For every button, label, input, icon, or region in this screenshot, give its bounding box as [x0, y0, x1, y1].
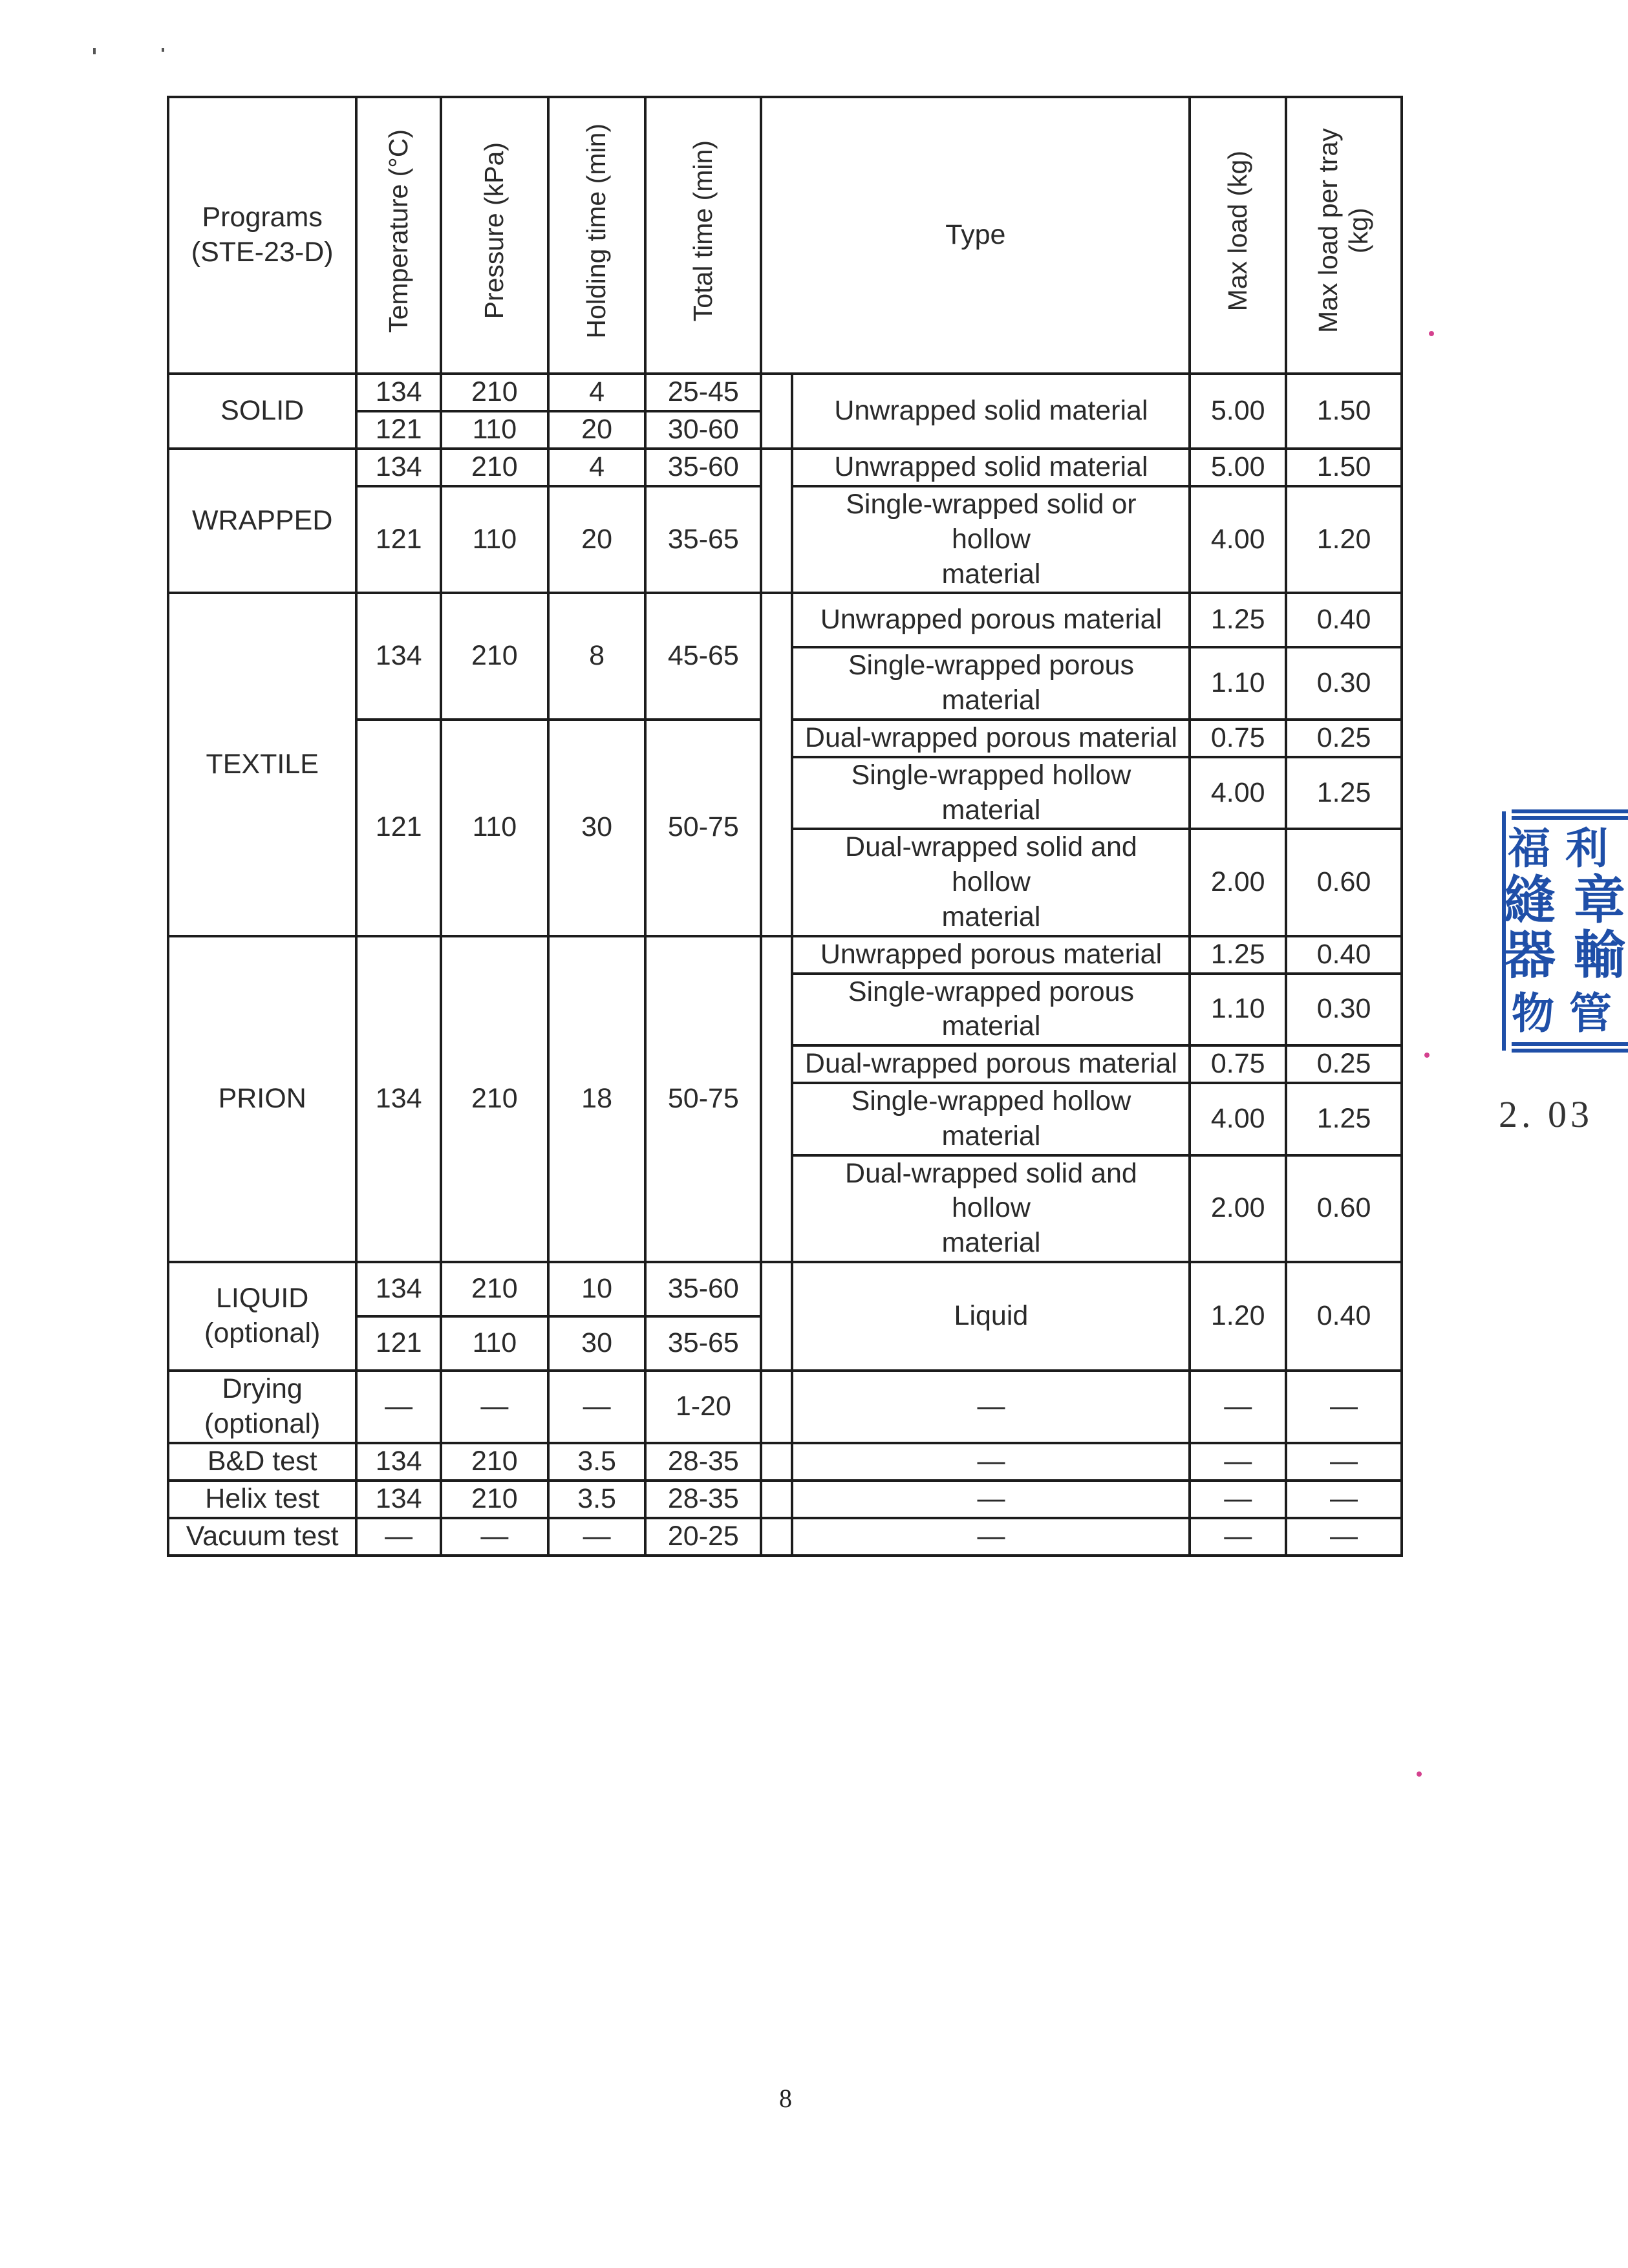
table-cell: 210: [441, 1443, 548, 1481]
seal-line-1: 福 利: [1508, 823, 1608, 873]
table-cell: 8: [548, 593, 646, 720]
type-line: Single-wrapped solid or: [846, 489, 1137, 520]
header-holding-time: [548, 97, 646, 374]
type-cell: Unwrapped solid material: [792, 449, 1190, 486]
stamp-date: 2. 03: [1499, 1093, 1593, 1135]
header-max-tray-label: [1313, 121, 1374, 341]
table-row: [168, 936, 1402, 974]
header-holding-label: Holding time (min): [581, 123, 612, 339]
type-cell: [792, 974, 1190, 1046]
spacer-cell: [761, 1262, 792, 1371]
type-cell: [792, 1155, 1190, 1262]
type-line: hollow: [951, 523, 1031, 555]
header-pressure-label: Pressure (kPa): [479, 142, 509, 319]
seal-line-4: 物 管: [1512, 988, 1612, 1038]
program-specification-table: [167, 96, 1403, 1557]
table-cell: 121: [356, 720, 441, 936]
table-row: [168, 1481, 1402, 1518]
max-tray-cell: —: [1286, 1518, 1402, 1556]
table-cell: —: [356, 1518, 441, 1556]
table-cell: 1-20: [645, 1371, 761, 1443]
spacer-cell: [761, 1371, 792, 1443]
program-name: TEXTILE: [168, 593, 356, 936]
max-tray-cell: 1.20: [1286, 486, 1402, 593]
specification-table-wrapper: [167, 96, 1403, 1557]
max-tray-cell: 0.25: [1286, 720, 1402, 757]
max-tray-cell: —: [1286, 1481, 1402, 1518]
type-line: material: [941, 685, 1041, 716]
program-name: Helix test: [168, 1481, 356, 1518]
header-programs: [168, 97, 356, 374]
type-line: Dual-wrapped solid and: [845, 831, 1137, 863]
header-total-time: [645, 97, 761, 374]
table-cell: 121: [356, 411, 441, 449]
table-cell: 25-45: [645, 374, 761, 411]
max-load-cell: —: [1190, 1443, 1286, 1481]
table-cell: 45-65: [645, 593, 761, 720]
table-cell: 210: [441, 374, 548, 411]
type-cell: —: [792, 1443, 1190, 1481]
program-name-line: (optional): [204, 1407, 321, 1439]
max-tray-cell: 1.25: [1286, 1083, 1402, 1155]
table-cell: 20-25: [645, 1518, 761, 1556]
table-cell: —: [548, 1371, 646, 1443]
type-line: material: [941, 1227, 1041, 1258]
table-cell: 134: [356, 1262, 441, 1316]
table-cell: 28-35: [645, 1481, 761, 1518]
table-cell: 210: [441, 593, 548, 720]
scan-speck: [93, 48, 96, 54]
max-load-cell: 2.00: [1190, 1155, 1286, 1262]
table-cell: 210: [441, 1481, 548, 1518]
seal-line-2: 縫 章: [1504, 870, 1625, 930]
type-line: material: [941, 558, 1041, 590]
table-cell: 20: [548, 486, 646, 593]
program-name: B&D test: [168, 1443, 356, 1481]
table-cell: 20: [548, 411, 646, 449]
type-cell: [792, 486, 1190, 593]
scan-mark: [1424, 1053, 1430, 1058]
table-cell: 3.5: [548, 1443, 646, 1481]
type-line: Single-wrapped porous: [848, 976, 1135, 1007]
table-row: [168, 593, 1402, 647]
scan-mark: [1417, 1771, 1422, 1777]
type-line: material: [941, 794, 1041, 826]
table-cell: 50-75: [645, 720, 761, 936]
table-cell: 110: [441, 486, 548, 593]
header-row: [168, 97, 1402, 374]
max-load-cell: 5.00: [1190, 374, 1286, 449]
type-line: material: [941, 1011, 1041, 1042]
table-cell: 134: [356, 374, 441, 411]
max-tray-cell: 0.25: [1286, 1045, 1402, 1083]
max-load-cell: 1.10: [1190, 647, 1286, 720]
header-total-label: Total time (min): [688, 140, 718, 322]
program-name-line: Drying: [222, 1373, 303, 1404]
table-cell: 3.5: [548, 1481, 646, 1518]
max-tray-cell: 1.50: [1286, 374, 1402, 449]
table-cell: 134: [356, 936, 441, 1262]
spacer-cell: [761, 374, 792, 449]
program-name: [168, 1262, 356, 1371]
table-cell: —: [548, 1518, 646, 1556]
max-tray-cell: 1.25: [1286, 757, 1402, 829]
type-line: Single-wrapped hollow: [851, 759, 1131, 791]
max-load-cell: —: [1190, 1518, 1286, 1556]
table-cell: 30-60: [645, 411, 761, 449]
table-cell: 35-65: [645, 486, 761, 593]
max-load-cell: —: [1190, 1371, 1286, 1443]
table-row: [168, 1518, 1402, 1556]
table-cell: 110: [441, 1316, 548, 1371]
header-max-load-label: Max load (kg): [1223, 150, 1253, 312]
max-load-cell: 2.00: [1190, 829, 1286, 936]
header-max-load-per-tray: [1286, 97, 1402, 374]
program-name: SOLID: [168, 374, 356, 449]
header-type-label: Type: [945, 219, 1006, 251]
type-line: material: [941, 901, 1041, 932]
seal-line-3: 器 輸: [1504, 925, 1625, 985]
spacer-cell: [761, 1443, 792, 1481]
table-row: [168, 374, 1402, 411]
scan-speck: [162, 48, 164, 52]
table-cell: 35-65: [645, 1316, 761, 1371]
header-max-load: [1190, 97, 1286, 374]
table-row: [168, 1371, 1402, 1443]
type-cell: Unwrapped porous material: [792, 593, 1190, 647]
header-temperature-label: Temperature (°C): [383, 129, 414, 333]
table-row: [168, 1443, 1402, 1481]
header-max-tray-line2: (kg): [1344, 208, 1374, 254]
max-load-cell: 1.20: [1190, 1262, 1286, 1371]
type-cell: Dual-wrapped porous material: [792, 720, 1190, 757]
max-load-cell: 4.00: [1190, 757, 1286, 829]
max-tray-cell: 0.60: [1286, 829, 1402, 936]
type-cell: [792, 757, 1190, 829]
header-temperature: [356, 97, 441, 374]
header-programs-sub: (STE-23-D): [191, 237, 334, 268]
type-line: hollow: [951, 866, 1031, 897]
type-cell: Dual-wrapped porous material: [792, 1045, 1190, 1083]
type-cell: Unwrapped porous material: [792, 936, 1190, 974]
type-cell: —: [792, 1518, 1190, 1556]
table-cell: 35-60: [645, 1262, 761, 1316]
max-load-cell: 0.75: [1190, 1045, 1286, 1083]
max-load-cell: —: [1190, 1481, 1286, 1518]
type-line: Single-wrapped hollow: [851, 1086, 1131, 1117]
spacer-cell: [761, 936, 792, 1262]
table-cell: 110: [441, 720, 548, 936]
table-cell: 30: [548, 1316, 646, 1371]
max-load-cell: 1.10: [1190, 974, 1286, 1046]
max-load-cell: 1.25: [1190, 593, 1286, 647]
table-cell: 134: [356, 1443, 441, 1481]
max-tray-cell: —: [1286, 1371, 1402, 1443]
program-name: PRION: [168, 936, 356, 1262]
table-cell: 18: [548, 936, 646, 1262]
max-load-cell: 5.00: [1190, 449, 1286, 486]
max-tray-cell: 0.40: [1286, 936, 1402, 974]
table-cell: 121: [356, 1316, 441, 1371]
table-cell: —: [441, 1371, 548, 1443]
table-cell: —: [441, 1518, 548, 1556]
type-cell: [792, 1083, 1190, 1155]
program-name: Vacuum test: [168, 1518, 356, 1556]
type-cell: —: [792, 1481, 1190, 1518]
header-pressure: [441, 97, 548, 374]
table-cell: —: [356, 1371, 441, 1443]
table-cell: 210: [441, 449, 548, 486]
scan-mark: [1429, 331, 1434, 336]
max-tray-cell: —: [1286, 1443, 1402, 1481]
page-number: 8: [779, 2084, 792, 2113]
max-load-cell: 0.75: [1190, 720, 1286, 757]
official-seal: [1499, 805, 1628, 1057]
type-cell: —: [792, 1371, 1190, 1443]
type-cell: Liquid: [792, 1262, 1190, 1371]
header-max-tray-line1: Max load per tray: [1313, 128, 1344, 334]
max-tray-cell: 1.50: [1286, 449, 1402, 486]
table-cell: 134: [356, 449, 441, 486]
type-cell: [792, 647, 1190, 720]
max-tray-cell: 0.30: [1286, 647, 1402, 720]
table-cell: 10: [548, 1262, 646, 1316]
table-cell: 210: [441, 1262, 548, 1316]
header-programs-label: Programs: [202, 202, 323, 233]
table-cell: 4: [548, 449, 646, 486]
program-name-line: LIQUID: [215, 1283, 309, 1314]
table-cell: 121: [356, 486, 441, 593]
table-row: [168, 1262, 1402, 1316]
table-cell: 35-60: [645, 449, 761, 486]
table-cell: 28-35: [645, 1443, 761, 1481]
table-cell: 50-75: [645, 936, 761, 1262]
table-cell: 110: [441, 411, 548, 449]
max-tray-cell: 0.60: [1286, 1155, 1402, 1262]
type-line: Single-wrapped porous: [848, 650, 1135, 681]
max-tray-cell: 0.30: [1286, 974, 1402, 1046]
spacer-cell: [761, 1481, 792, 1518]
type-line: material: [941, 1120, 1041, 1151]
table-cell: 4: [548, 374, 646, 411]
program-name: [168, 1371, 356, 1443]
max-load-cell: 4.00: [1190, 486, 1286, 593]
spacer-cell: [761, 593, 792, 936]
spacer-cell: [761, 449, 792, 593]
program-name: WRAPPED: [168, 449, 356, 593]
max-tray-cell: 0.40: [1286, 1262, 1402, 1371]
table-cell: 30: [548, 720, 646, 936]
type-line: hollow: [951, 1192, 1031, 1224]
spacer-cell: [761, 1518, 792, 1556]
header-type: [761, 97, 1190, 374]
type-cell: Unwrapped solid material: [792, 374, 1190, 449]
max-load-cell: 4.00: [1190, 1083, 1286, 1155]
program-name-line: (optional): [204, 1317, 321, 1349]
table-cell: 210: [441, 936, 548, 1262]
table-row: [168, 449, 1402, 486]
type-cell: [792, 829, 1190, 936]
type-line: Dual-wrapped solid and: [845, 1157, 1137, 1189]
max-tray-cell: 0.40: [1286, 593, 1402, 647]
table-cell: 134: [356, 593, 441, 720]
max-load-cell: 1.25: [1190, 936, 1286, 974]
table-cell: 134: [356, 1481, 441, 1518]
